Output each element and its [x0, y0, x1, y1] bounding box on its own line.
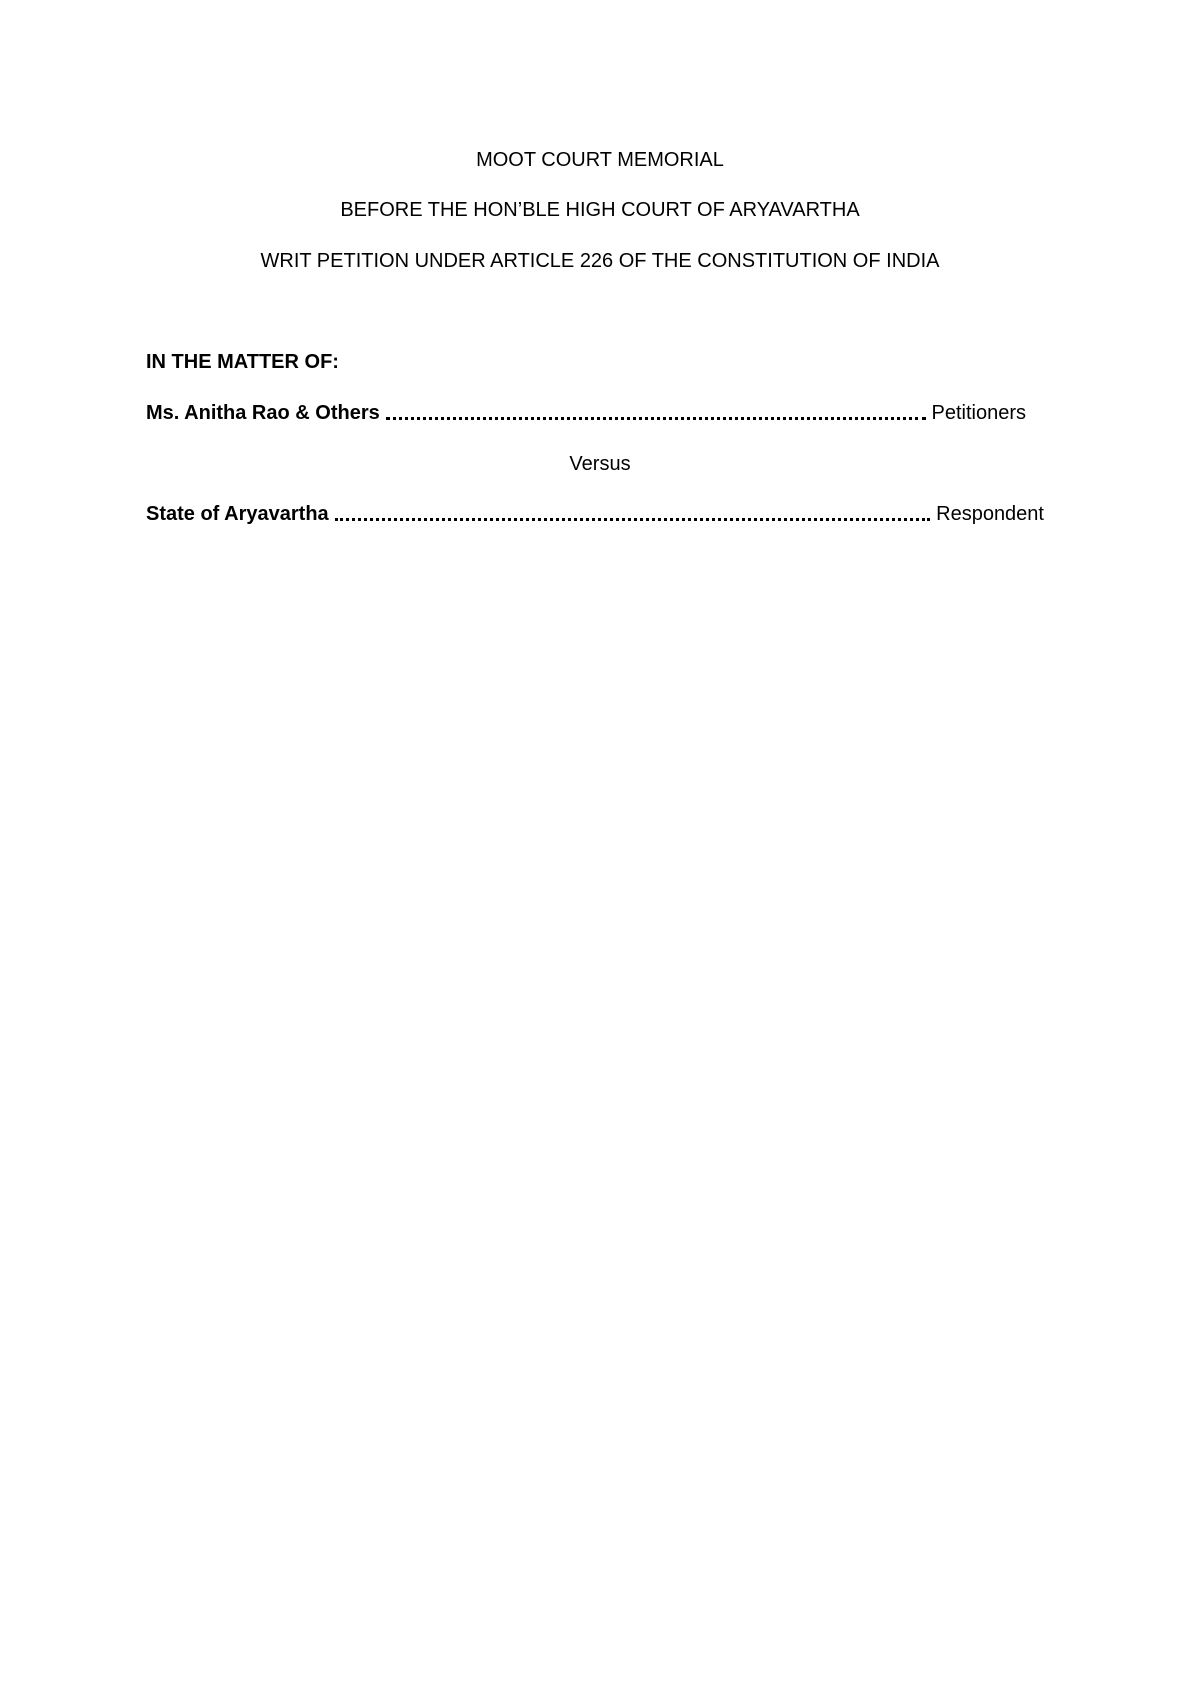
petitioner-line [146, 400, 1026, 426]
dotted-leader [386, 417, 926, 420]
court-heading: BEFORE THE HON’BLE HIGH COURT OF ARYAVARTHA [340, 199, 860, 221]
respondent-name: State of Aryavartha [146, 503, 329, 525]
petition-heading: WRIT PETITION UNDER ARTICLE 226 OF THE CONSTITUTION OF INDIA [260, 250, 940, 272]
versus-text: Versus [569, 453, 631, 475]
petitioner-role: Petitioners [931, 402, 1026, 424]
respondent-role: Respondent [936, 503, 1044, 525]
petitioner-name: Ms. Anitha Rao & Others [146, 402, 380, 424]
memorial-title: MOOT COURT MEMORIAL [476, 149, 724, 171]
matter-label: IN THE MATTER OF: [146, 351, 339, 373]
respondent-line [146, 501, 1044, 527]
dotted-leader [335, 518, 930, 521]
